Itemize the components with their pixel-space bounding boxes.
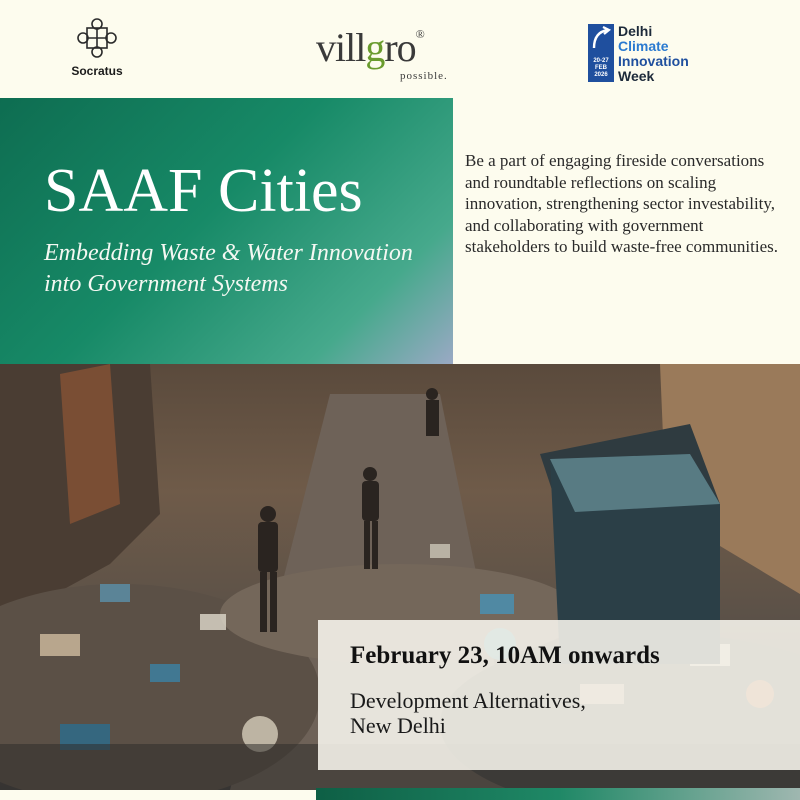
socratus-name: Socratus xyxy=(71,64,123,78)
villgro-logo: villgro® possible. xyxy=(316,25,448,82)
header xyxy=(0,0,800,98)
socratus-logo xyxy=(62,16,132,78)
hero-title: SAAF Cities xyxy=(44,157,363,225)
venue-line2: New Delhi xyxy=(350,713,446,738)
villgro-tagline: possible. xyxy=(400,70,448,82)
hero-panel xyxy=(0,98,453,364)
event-description: Be a part of engaging fireside conversations and roundtable reflections on scaling innovation, strengthening sector investability, and collaborating with government stakeholders to build waste-free communities. xyxy=(465,151,778,256)
bottom-accent-bar xyxy=(316,788,800,800)
dciw-line4: Week xyxy=(618,68,655,84)
dciw-badge xyxy=(588,24,614,82)
event-date: February 23, 10AM onwards xyxy=(350,642,660,669)
event-venue xyxy=(350,688,790,738)
venue-line1: Development Alternatives, xyxy=(350,688,586,713)
dciw-line3: Innovation xyxy=(618,53,689,69)
hero-subtitle: Embedding Waste & Water Innovation into Government Systems xyxy=(44,240,413,297)
dciw-dates: 20-27 FEB 2026 xyxy=(593,58,609,78)
knot-emblem-icon xyxy=(75,16,119,60)
arrow-icon xyxy=(588,24,614,54)
dciw-line1: Delhi xyxy=(618,23,653,39)
event-details-card xyxy=(318,620,800,770)
dciw-line2: Climate xyxy=(618,38,669,54)
